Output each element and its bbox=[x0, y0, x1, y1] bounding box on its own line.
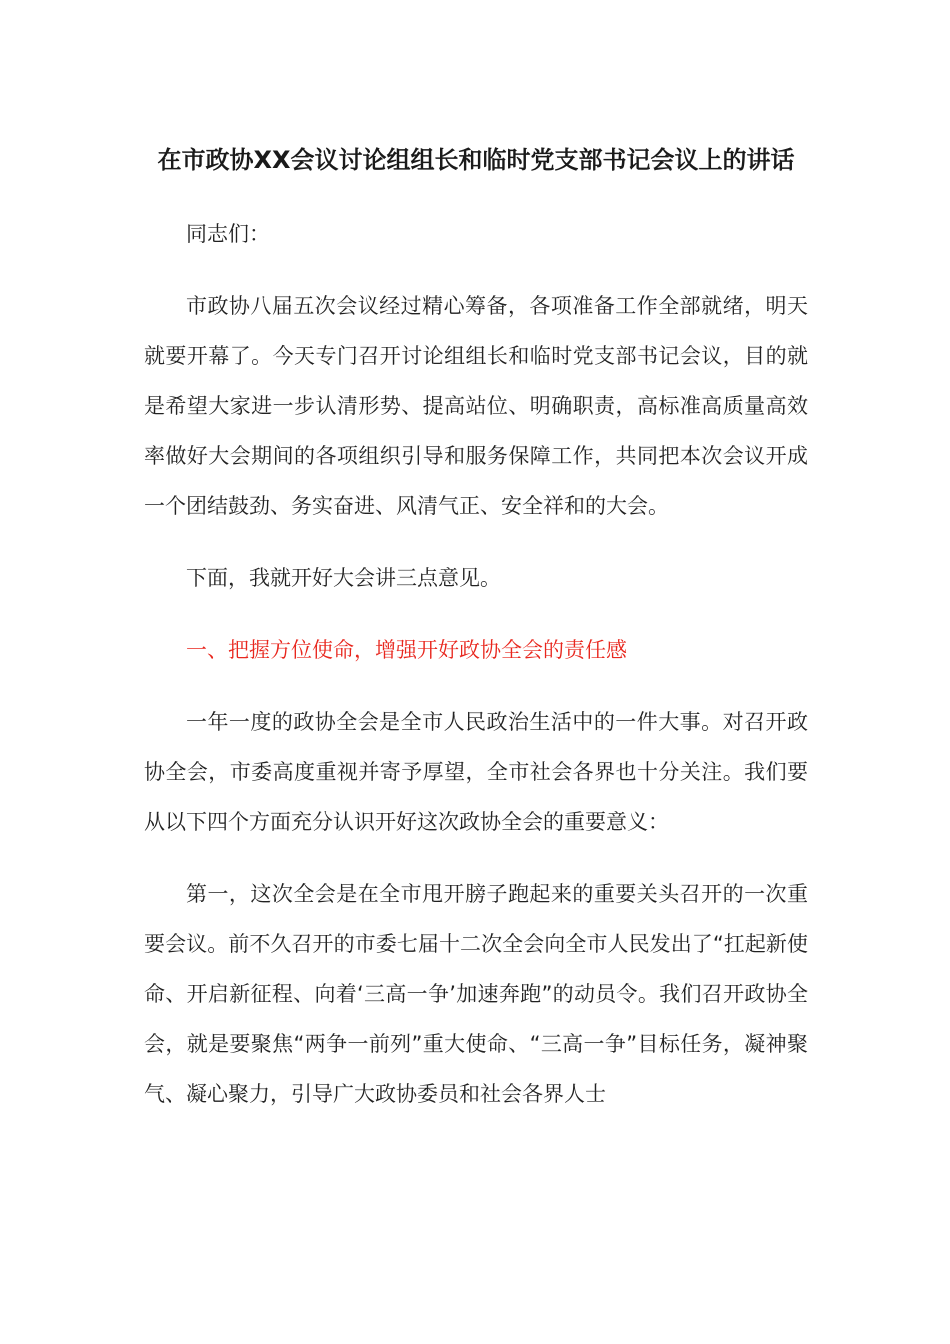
paragraph-outline: 下面，我就开好大会讲三点意见。 bbox=[186, 566, 501, 590]
section-paragraph-2: 第一，这次全会是在全市甩开膀子跑起来的重要关头召开的一次重要会议。前不久召开的市委七届十二次全会向全市人民发出了“扛起新使命、开启新征程、向着‘三高一争’加速奔跑”的动员令。我们召开政协全会，就是要聚焦“两争一前列”重大使命、“三高一争”目标任务，凝神聚气、凝心聚力，引导广大政协委员和社会各界人士 bbox=[144, 882, 808, 1106]
document-body bbox=[144, 135, 808, 1119]
greeting: 同志们： bbox=[186, 222, 270, 246]
paragraph-intro: 市政协八届五次会议经过精心筹备，各项准备工作全部就绪，明天就要开幕了。今天专门召开讨论组组长和临时党支部书记会议，目的就是希望大家进一步认清形势、提高站位、明确职责，高标准高质量高效率做好大会期间的各项组织引导和服务保障工作，共同把本次会议开成一个团结鼓劲、务实奋进、风清气正、安全祥和的大会。 bbox=[144, 294, 808, 518]
section-paragraph-1: 一年一度的政协全会是全市人民政治生活中的一件大事。对召开政协全会，市委高度重视并寄予厚望，全市社会各界也十分关注。我们要从以下四个方面充分认识开好这次政协全会的重要意义： bbox=[144, 710, 808, 834]
document-title: 在市政协XX会议讨论组组长和临时党支部书记会议上的讲话 bbox=[157, 146, 795, 174]
section-heading: 一、把握方位使命，增强开好政协全会的责任感 bbox=[186, 638, 627, 662]
